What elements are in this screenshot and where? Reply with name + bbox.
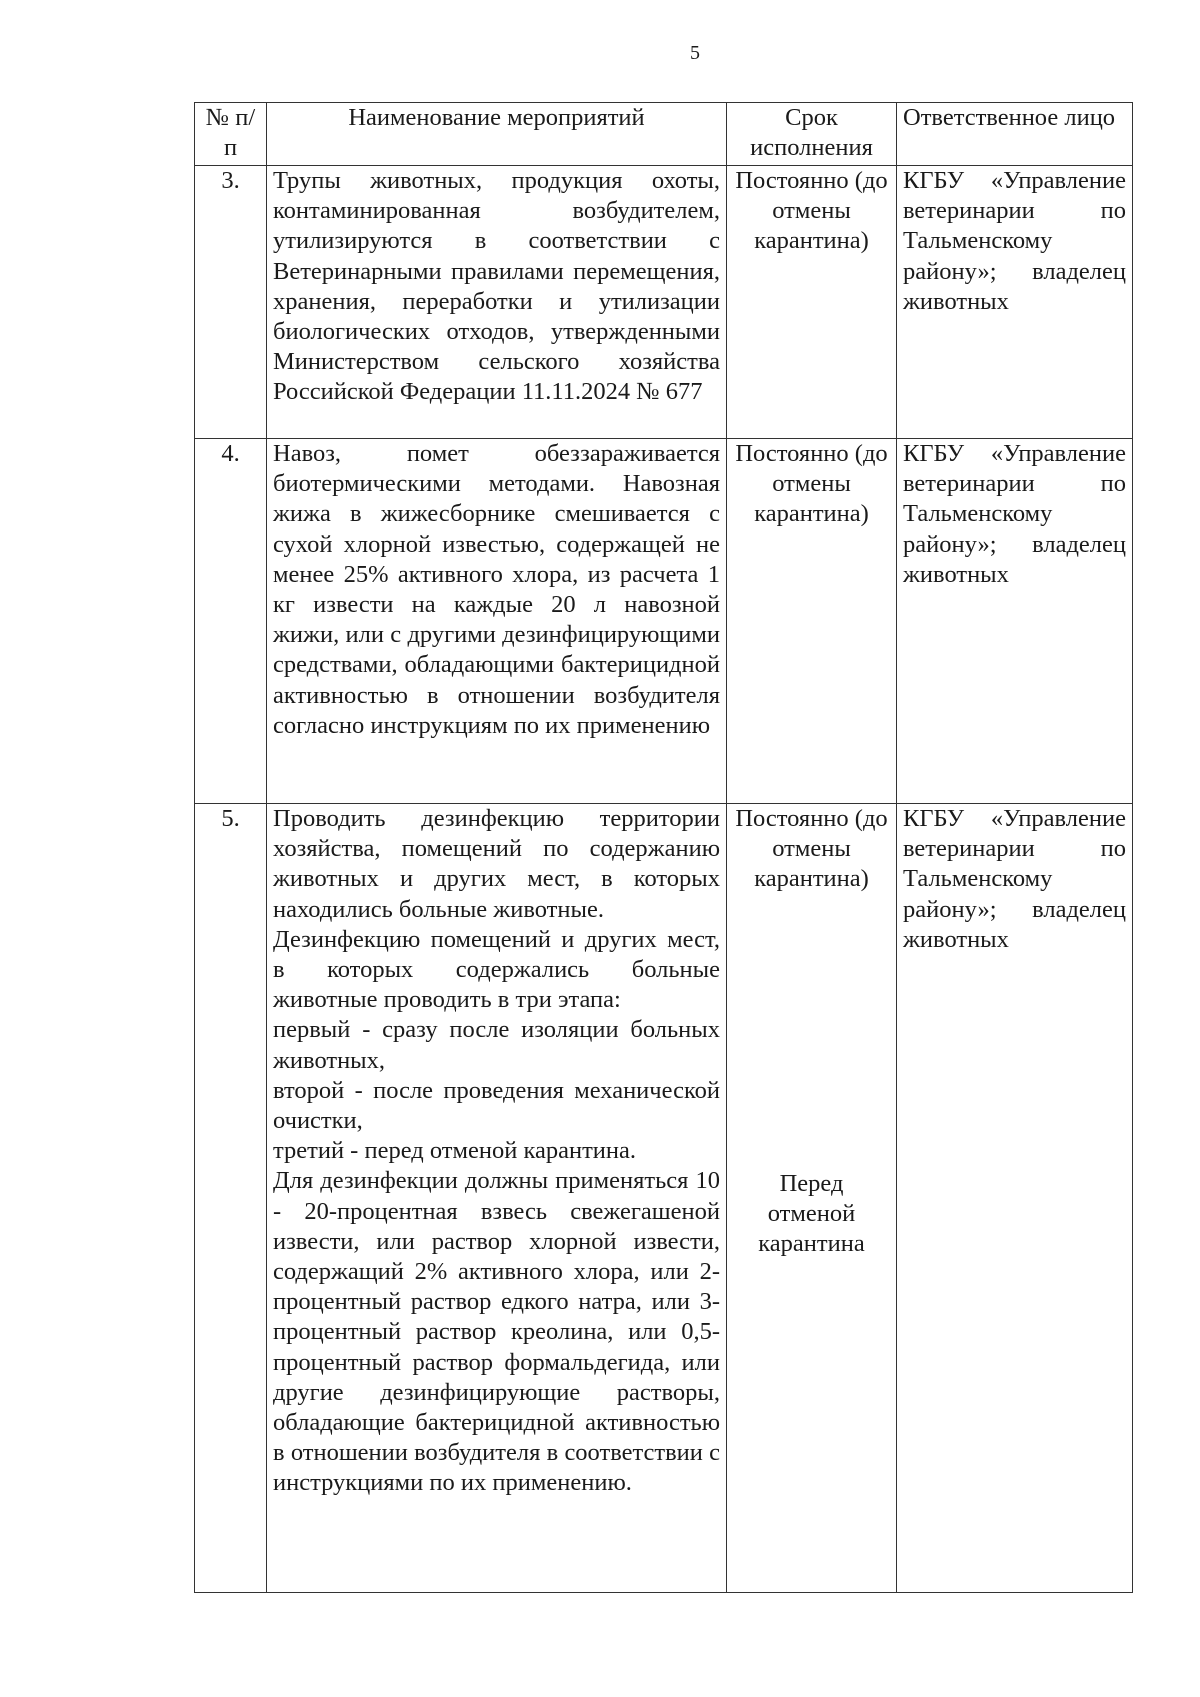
measure-paragraph: третий - перед отменой карантина.	[273, 1137, 637, 1165]
row-measure	[267, 439, 727, 804]
row-responsible	[897, 804, 1133, 1593]
responsible-text: КГБУ «Управление ветеринарии по Тальменскому району»; владелец животных	[903, 167, 1126, 315]
measure-paragraph: второй - после проведения механической очистки,	[273, 1076, 720, 1135]
table-row	[195, 166, 1133, 439]
measure-paragraph: Дезинфекцию помещений и других мест, в которых содержались больные животные проводить в три этапа:	[273, 925, 720, 1014]
header-number: № п/п	[195, 103, 267, 166]
term-text: Постоянно (до отмены карантина)	[735, 805, 888, 893]
table-row	[195, 439, 1133, 804]
header-term: Срок исполнения	[727, 103, 897, 166]
row-responsible	[897, 166, 1133, 439]
table-row	[195, 804, 1133, 1593]
measure-paragraph: Проводить дезинфекцию территории хозяйства, помещений по содержанию животных и других мест, в которых находились больные животные.	[273, 805, 720, 923]
responsible-text: КГБУ «Управление ветеринарии по Тальменскому району»; владелец животных	[903, 805, 1126, 953]
row-measure	[267, 166, 727, 439]
row-term	[727, 439, 897, 804]
row-measure	[267, 804, 727, 1593]
measures-table	[194, 102, 1133, 1593]
term-text: Постоянно (до отмены карантина)	[735, 440, 888, 528]
page-number: 5	[690, 42, 700, 64]
term-later-text: Перед отменой карантина	[758, 1169, 865, 1258]
measure-text: Навоз, помет обеззараживается биотермическими методами. Навозная жижа в жижесборнике смешивается с сухой хлорной известью, содержащей не менее 25% активного хлора, из расчета 1 кг извести на каждые 20 л навозной жижи, или с другими дезинфицирующими средствами, обладающими бактерицидной активностью в отношении возбудителя согласно инструкциям по их применению	[273, 440, 720, 739]
responsible-text: КГБУ «Управление ветеринарии по Тальменскому району»; владелец животных	[903, 440, 1126, 588]
header-name: Наименование мероприятий	[267, 103, 727, 166]
row-term	[727, 166, 897, 439]
measure-text: Трупы животных, продукция охоты, контаминированная возбудителем, утилизируются в соответствии с Ветеринарными правилами перемещения, хранения, переработки и утилизации биологических отходов, утвержденными Министерством сельского хозяйства Российской Федерации 11.11.2024 № 677	[273, 167, 720, 406]
term-text: Постоянно (до отмены карантина)	[735, 167, 888, 255]
measure-paragraph: Для дезинфекции должны применяться 10 - 20-процентная взвесь свежегашеной извести, или раствор хлорной извести, содержащий 2% активного хлора, или 2-процентный раствор едкого натра, или 3-процентный раствор креолина, или 0,5-процентный раствор формальдегида, или другие дезинфицирующие растворы, обладающие бактерицидной активностью в отношении возбудителя в соответствии с инструкциями по их применению.	[273, 1167, 720, 1497]
row-number: 4.	[195, 439, 267, 804]
row-term	[727, 804, 897, 1593]
row-number: 5.	[195, 804, 267, 1593]
measure-paragraph: первый - сразу после изоляции больных животных,	[273, 1016, 720, 1074]
table-header-row	[195, 103, 1133, 166]
row-number: 3.	[195, 166, 267, 439]
header-responsible: Ответственное лицо	[897, 103, 1133, 166]
row-responsible	[897, 439, 1133, 804]
